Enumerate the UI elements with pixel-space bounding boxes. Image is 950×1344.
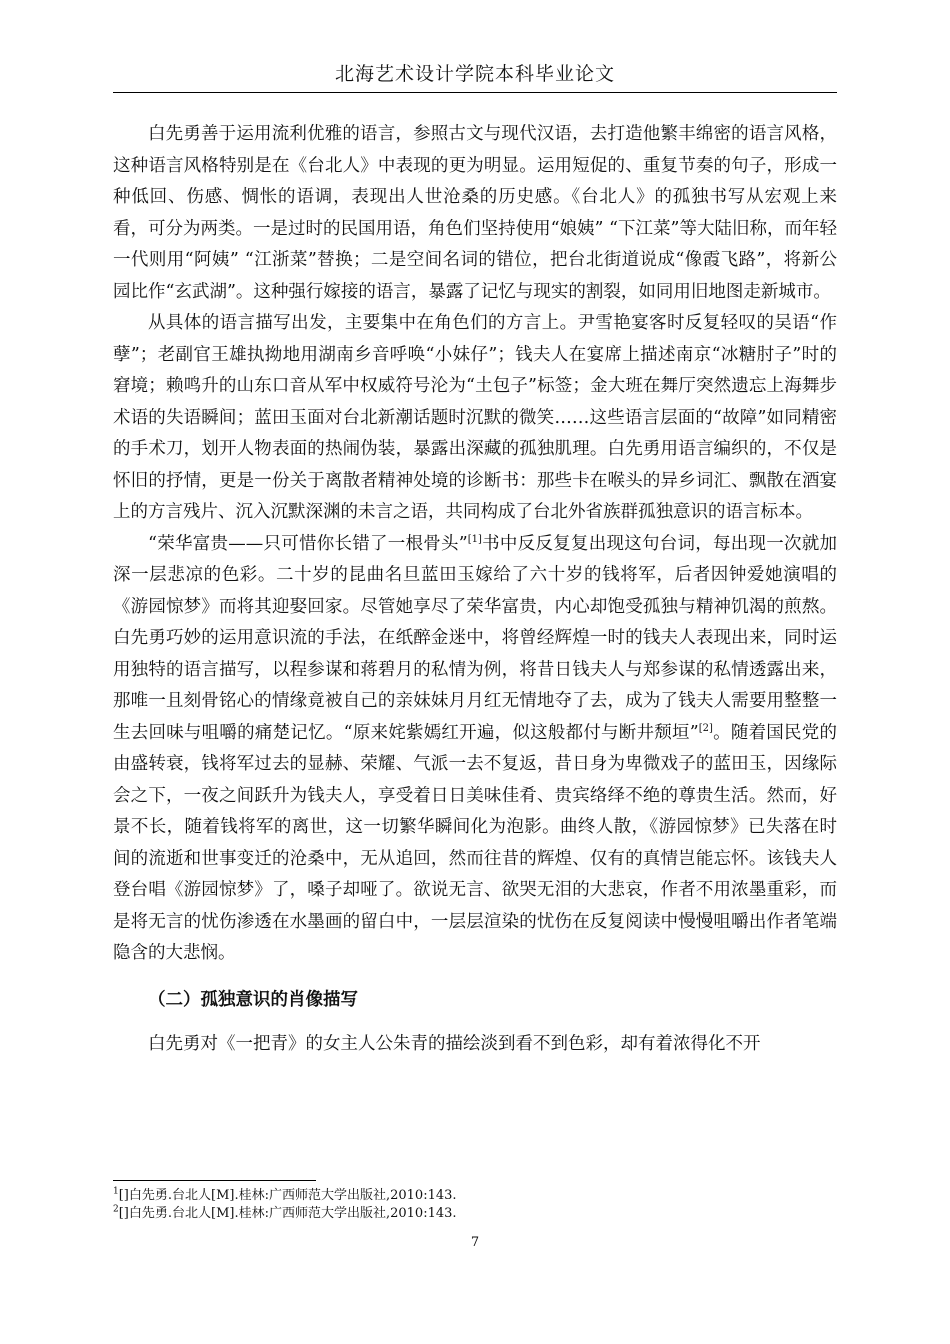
running-header: 北海艺术设计学院本科毕业论文 bbox=[334, 63, 615, 85]
header-divider bbox=[113, 92, 837, 93]
footnote-2-mark: 2 bbox=[113, 1204, 119, 1215]
footnote-1-mark: 1 bbox=[113, 1186, 119, 1197]
footnote-1-text: []白先勇.台北人[M].桂林:广西师范大学出版社,2010:143. bbox=[118, 1188, 457, 1203]
citation-ref-1[interactable]: [1] bbox=[467, 533, 482, 545]
paragraph-3-tail: 。随着国民党的由盛转衰，钱将军过去的显赫、荣耀、气派一去不复返，昔日身为卑微戏子的蓝田玉，因缘际会之下，一夜之间跃升为钱夫人，享受着日日美味佳肴、贵宾络绎不绝的尊贵生活。然而，好景不长，随着钱将军的离世，这一切繁华瞬间化为泡影。曲终人散，《游园惊梦》已失落在时间的流逝和世事变迁的沧桑中，无从追回，然而往昔的辉煌、仅有的真情岂能忘怀。该钱夫人登台唱《游园惊梦》了，嗓子却哑了。欲说无言、欲哭无泪的大悲哀，作者不用浓墨重彩，而是将无言的忧伤渗透在水墨画的留白中，一层层渲染的忧伤在反复阅读中慢慢咀嚼出作者笔端隐含的大悲悯。 bbox=[113, 722, 838, 963]
paragraph-3 bbox=[113, 529, 837, 970]
footnotes bbox=[113, 1187, 837, 1223]
paragraph-1: 白先勇善于运用流利优雅的语言，参照古文与现代汉语，去打造他繁丰绵密的语言风格，这种语言风格特别是在《台北人》中表现的更为明显。运用短促的、重复节奏的句子，形成一种低回、伤感、惆怅的语调，表现出人世沧桑的历史感。《台北人》的孤独书写从宏观上来看，可分为两类。一是过时的民国用语，角色们坚持使用“娘姨” “下江菜”等大陆旧称，而年轻一代则用“阿姨” “江浙菜”替换；二是空间名词的错位，把台北街道说成“像霞飞路”，将新公园比作“玄武湖”。这种强行嫁接的语言，暴露了记忆与现实的割裂，如同用旧地图走新城市。 bbox=[113, 124, 837, 302]
footnote-2-text: []白先勇.台北人[M].桂林:广西师范大学出版社,2010:143. bbox=[118, 1206, 457, 1221]
paragraph-2: 从具体的语言描写出发，主要集中在角色们的方言上。尹雪艳宴客时反复轻叹的吴语“作孽”；老副官王雄执拗地用湖南乡音呼唤“小妹仔”；钱夫人在宴席上描述南京“冰糖肘子”时的窘境；赖鸣升的山东口音从军中权威符号沦为“土包子”标签；金大班在舞厅突然遗忘上海舞步术语的失语瞬间；蓝田玉面对台北新潮话题时沉默的微笑……这些语言层面的“故障”如同精密的手术刀，划开人物表面的热闹伪装，暴露出深藏的孤独肌理。白先勇用语言编织的，不仅是怀旧的抒情，更是一份关于离散者精神处境的诊断书：那些卡在喉头的异乡词汇、飘散在酒宴上的方言残片、沉入沉默深渊的未言之语，共同构成了台北外省族群孤独意识的语言标本。 bbox=[113, 313, 837, 522]
paragraph-3-body: 书中反反复复出现这句台词，每出现一次就加深一层悲凉的色彩。二十岁的昆曲名旦蓝田玉嫁给了六十岁的钱将军，后者因钟爱她演唱的《游园惊梦》而将其迎娶回家。尽管她享尽了荣华富贵，内心却饱受孤独与精神饥渴的煎熬。白先勇巧妙的运用意识流的手法，在纸醉金迷中，将曾经辉煌一时的钱夫人表现出来，同时运用独特的语言描写，以程参谋和蒋碧月的私情为例，将昔日钱夫人与郑参谋的私情透露出来，那唯一且刻骨铭心的情缘竟被自己的亲妹妹月月红无情地夺了去，成为了钱夫人需要用整整一生去回味与咀嚼的痛楚记忆。“原来姹紫嫣红开遍，似这般都付与断井颓垣” bbox=[113, 533, 837, 743]
citation-ref-2[interactable]: [2] bbox=[698, 722, 713, 734]
body-text bbox=[113, 119, 837, 1060]
footnote-2 bbox=[113, 1205, 837, 1223]
section-heading: （二）孤独意识的肖像描写 bbox=[148, 989, 358, 1010]
page-number: 7 bbox=[470, 1235, 480, 1250]
paragraph-3-quote-1: “荣华富贵——只可惜你长错了一根骨头” bbox=[148, 533, 468, 554]
paragraph-4: 白先勇对《一把青》的女主人公朱青的描绘淡到看不到色彩，却有着浓得化不开 bbox=[148, 1033, 761, 1054]
footnote-1 bbox=[113, 1187, 837, 1205]
footnote-divider bbox=[113, 1180, 316, 1181]
